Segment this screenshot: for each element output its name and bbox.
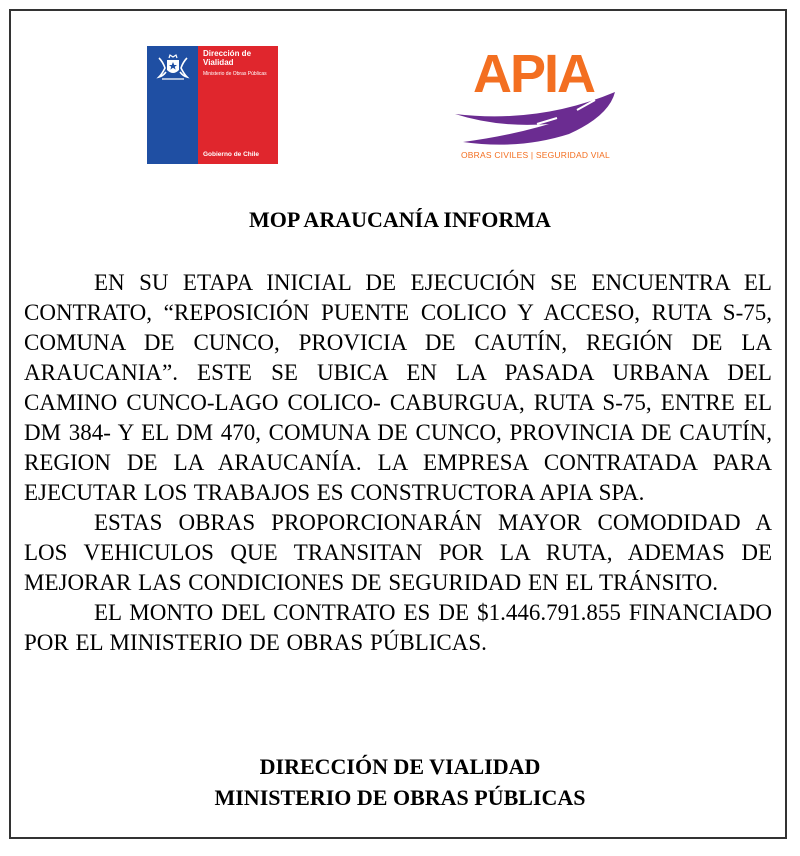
notice-text — [24, 268, 772, 658]
logo-ministry: Ministerio de Obras Públicas — [203, 71, 267, 77]
logo-title-line1: Dirección de — [203, 49, 252, 58]
logo-title — [203, 49, 251, 67]
coat-of-arms-icon — [154, 52, 192, 82]
apia-logo — [449, 44, 619, 174]
notice-title: MOP ARAUCANÍA INFORMA — [249, 207, 551, 232]
signature-ministry: MINISTERIO DE OBRAS PÚBLICAS — [214, 785, 586, 810]
paragraph-benefits: ESTAS OBRAS PROPORCIONARÁN MAYOR COMODIDAD A LOS VEHICULOS QUE TRANSITAN POR LA RUTA, ADEMAS DE MEJORAR LAS CONDICIONES DE SEGURIDAD EN EL TRÁNSITO. — [24, 510, 772, 595]
logo-title-line2: Vialidad — [203, 58, 234, 67]
apia-tagline: OBRAS CIVILES | SEGURIDAD VIAL — [461, 150, 610, 160]
signature-direction: DIRECCIÓN DE VIALIDAD — [259, 754, 541, 779]
gobierno-de-chile-logo — [147, 46, 278, 164]
paragraph-amount: EL MONTO DEL CONTRATO ES DE $1.446.791.855 FINANCIADO POR EL MINISTERIO DE OBRAS PÚBLICAS. — [24, 600, 772, 655]
logo-blue-panel — [147, 46, 198, 164]
apia-wordmark: APIA — [473, 44, 595, 104]
logo-gobierno-label: Gobierno de Chile — [203, 151, 259, 158]
paragraph-contract: EN SU ETAPA INICIAL DE EJECUCIÓN SE ENCUENTRA EL CONTRATO, “REPOSICIÓN PUENTE COLICO Y ACCESO, RUTA S-75, COMUNA DE CUNCO, PROVICIA DE CAUTÍN, REGIÓN DE LA ARAUCANIA”. ESTE SE UBICA EN LA PASADA URBANA DEL CAMINO CUNCO-LAGO COLICO- CABURGUA, RUTA S-75, ENTRE EL DM 384- Y EL DM 470, COMUNA DE CUNCO, PROVINCIA DE CAUTÍN, REGION DE LA ARAUCANÍA. LA EMPRESA CONTRATADA PARA EJECUTAR LOS TRABAJOS ES CONSTRUCTORA APIA SPA. — [24, 270, 772, 505]
